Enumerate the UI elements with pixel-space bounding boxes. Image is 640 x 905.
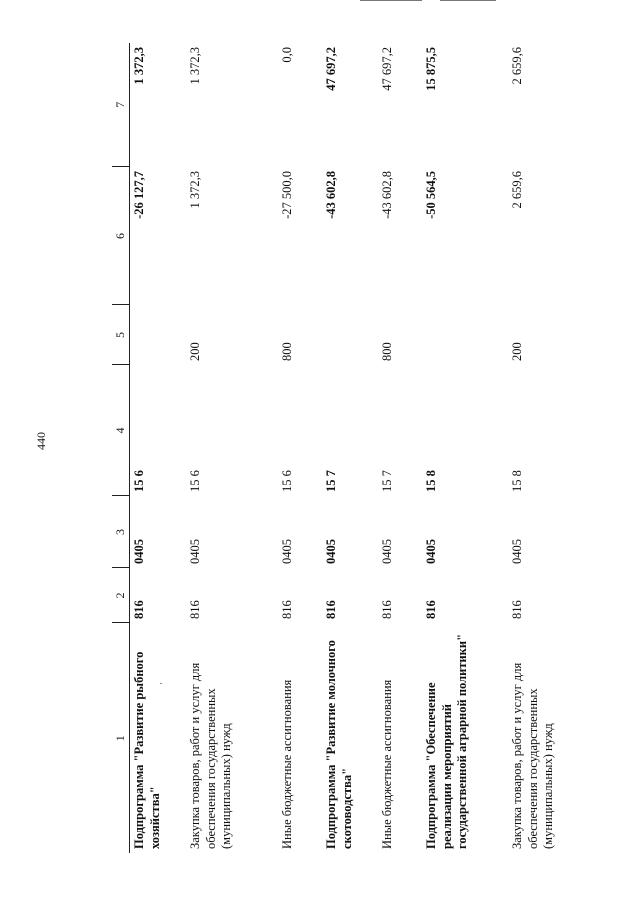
row-name: Иные бюджетные ассигнования (280, 679, 294, 849)
row-col7: 1 372,3 (132, 47, 146, 85)
edge-mark (440, 0, 496, 1)
row-col5 (322, 305, 378, 365)
table-header-row (112, 43, 130, 853)
table-row (378, 43, 422, 853)
header-cell-4: 4 (112, 365, 130, 496)
row-col2: 816 (188, 600, 202, 619)
row-col3: 0405 (132, 539, 146, 564)
row-col5: 200 (188, 342, 202, 361)
row-name: Закупка товаров, работ и услуг для обеспечения государственных (муниципальных) нужд (510, 662, 556, 849)
row-col4: 15 6 (132, 470, 146, 492)
row-col3: 0405 (280, 539, 294, 564)
header-cell-6: 6 (112, 167, 130, 305)
header-cell-5: 5 (112, 305, 130, 365)
row-col6: -43 602,8 (380, 171, 394, 219)
row-col5: 800 (380, 342, 394, 361)
table-row (508, 43, 600, 853)
table-row (278, 43, 322, 853)
row-col5: 200 (510, 342, 524, 361)
row-col6: 2 659,6 (510, 171, 524, 209)
row-name: Подпрограмма "Развитие молочного скотоводства" (324, 640, 354, 849)
row-col7: 47 697,2 (324, 47, 338, 91)
row-col6: -26 127,7 (132, 171, 146, 219)
row-name: Закупка товаров, работ и услуг для обеспечения государственных (муниципальных) нужд (188, 662, 234, 849)
row-col4: 15 6 (280, 470, 294, 492)
row-col2: 816 (424, 600, 438, 619)
budget-table (112, 43, 600, 853)
row-col7: 1 372,3 (188, 47, 202, 85)
row-col6: -27 500,0 (280, 171, 294, 219)
header-cell-2: 2 (112, 568, 130, 623)
row-col6: -43 602,8 (324, 171, 338, 219)
row-col4: 15 7 (380, 470, 394, 492)
header-cell-3: 3 (112, 496, 130, 568)
row-col3: 0405 (424, 539, 438, 564)
row-col2: 816 (280, 600, 294, 619)
row-col2: 816 (324, 600, 338, 619)
edge-mark (360, 0, 422, 1)
row-name: Подпрограмма "Обеспечение реализации мероприятий государственной аграрной политики" (424, 633, 470, 849)
page-number: 440 (34, 432, 48, 450)
budget-table-container (112, 43, 600, 853)
row-col4: 15 7 (324, 470, 338, 492)
row-col5 (422, 305, 508, 365)
row-col3: 0405 (510, 539, 524, 564)
table-row (130, 43, 187, 853)
row-name: Подпрограмма "Развитие рыбного хозяйства" (132, 651, 162, 849)
row-col3: 0405 (188, 539, 202, 564)
row-name: Иные бюджетные ассигнования (380, 679, 394, 849)
row-col4: 15 8 (510, 470, 524, 492)
row-col2: 816 (510, 600, 524, 619)
row-col4: 15 8 (424, 470, 438, 492)
row-col7: 2 659,6 (510, 47, 524, 85)
row-col2: 816 (132, 600, 146, 619)
table-row (186, 43, 278, 853)
row-col6: 1 372,3 (188, 171, 202, 209)
row-col5: 800 (280, 342, 294, 361)
row-col7: 15 875,5 (424, 47, 438, 91)
row-col2: 816 (380, 600, 394, 619)
row-col7: 0,0 (280, 47, 294, 63)
row-col5 (130, 305, 187, 365)
header-cell-1: 1 (112, 623, 130, 853)
top-edge-marks (360, 0, 500, 3)
row-col7: 47 697,2 (380, 47, 394, 91)
table-row (322, 43, 378, 853)
header-cell-7: 7 (112, 43, 130, 167)
table-row (422, 43, 508, 853)
row-col4: 15 6 (188, 470, 202, 492)
row-col3: 0405 (380, 539, 394, 564)
row-col6: -50 564,5 (424, 171, 438, 219)
row-col3: 0405 (324, 539, 338, 564)
